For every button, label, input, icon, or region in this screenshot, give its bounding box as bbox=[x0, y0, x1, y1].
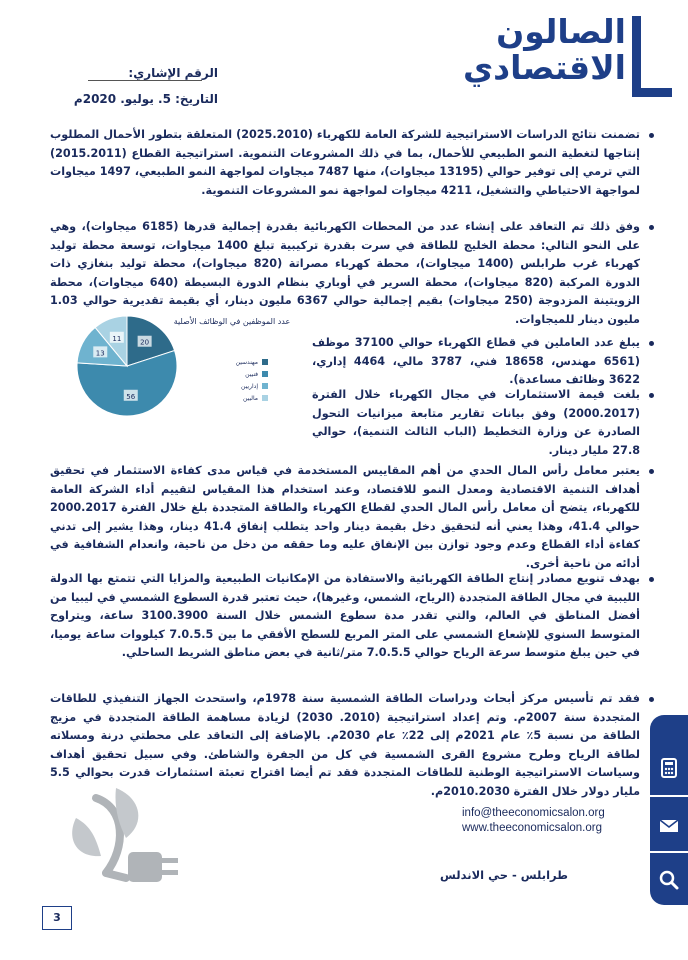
slice-data-label: 56 bbox=[126, 392, 136, 401]
reference-line bbox=[88, 80, 202, 81]
legend-swatch bbox=[262, 395, 268, 401]
email-link[interactable]: info@theeconomicsalon.org bbox=[462, 807, 605, 819]
sidebar-panel bbox=[650, 715, 688, 905]
legend-swatch bbox=[262, 371, 268, 377]
brand-logo bbox=[462, 12, 626, 87]
chart-title: عدد الموظفين في الوظائف الأصلية bbox=[173, 317, 291, 326]
mail-icon[interactable] bbox=[658, 815, 680, 837]
paragraph-1: تضمنت نتائج الدراسات الاستراتيجية للشركة العامة للكهرباء (2025.2010) المتعلقة بتطور الأحمال المطلوب إنتاجها لتغطية النمو الطبيعي للأحمال، بما في ذلك المشروعات التنموية. استراتيجية القطاع (2015.2011) التي ترمي إلى توفير حوالي (13195 ميجاوات)، منها 7487 ميجاوات لمواجهة النمو الطبيعي، 1497 ميجاوات لمواجهة الاحتياطي والتشغيل، 4211 ميجاوات لمواجهة نمو المشروعات التنموية. bbox=[50, 126, 640, 200]
legend-swatch bbox=[262, 359, 268, 365]
legend-label: إداريين bbox=[241, 383, 258, 390]
legend-label: فنيين bbox=[245, 371, 258, 378]
paragraph-7: فقد تم تأسيس مركز أبحاث ودراسات الطاقة الشمسية سنة 1978م، واستحدث الجهاز التنفيذي للطاقات المتجددة سنة 2007م. وتم إعداد استراتيجية (2010. 2030) لزيادة مساهمة الطاقة المتجددة في مزيج الطاقة من نسبة 5٪ عام 2021م إلى 22٪ عام 2030م. بالإضافة إلى التعاقد على محطتي درنة ومسلاته لطاقة الرياح وطرح مشروع القرى الشمسية في كل من الجفرة والشاطئ. وفي سبيل تحقيق أهداف وسياسات الاستراتيجية الوطنية للطاقات المتجددة فقد تم أيضا اقتراح تعبئة استثمارات قدرت بحوالي 5.5 مليار دولار خلال الفترة 2010.2030م. bbox=[50, 690, 640, 801]
plant-plug-icon bbox=[56, 778, 188, 896]
pie-chart-svg bbox=[72, 304, 292, 434]
page-number: 3 bbox=[42, 906, 72, 930]
logo-line-1: الصالون bbox=[496, 12, 626, 51]
legend-swatch bbox=[262, 383, 268, 389]
employees-pie-chart bbox=[72, 304, 292, 434]
calculator-icon[interactable] bbox=[658, 757, 680, 779]
legend-label: مهندسين bbox=[235, 359, 258, 366]
website-link[interactable]: www.theeconomicsalon.org bbox=[462, 822, 602, 834]
sidebar-divider bbox=[650, 851, 688, 853]
logo-line-2: الاقتصادي bbox=[462, 48, 626, 87]
legend-label: ماليين bbox=[242, 395, 258, 402]
date-label: التاريخ: bbox=[175, 92, 218, 106]
address: طرابلس - حي الاندلس bbox=[440, 868, 568, 882]
paragraph-3: يبلغ عدد العاملين في قطاع الكهرباء حوالي 37100 موظف (6561 مهندس، 18658 فني، 3787 مالي، 4464 إداري، 3622 وظائف مساعدة). bbox=[312, 334, 640, 390]
logo-mark bbox=[626, 12, 688, 102]
slice-data-label: 13 bbox=[95, 349, 105, 358]
reference-number bbox=[128, 66, 218, 80]
contact-info bbox=[462, 806, 605, 836]
slice-data-label: 11 bbox=[112, 334, 122, 343]
document-date bbox=[74, 92, 218, 106]
paragraph-5: يعتبر معامل رأس المال الحدي من أهم المقاييس المستخدمة في قياس مدى كفاءة الاستثمار في تحقيق أهداف التنمية الاقتصادية ومعدل النمو للاقتصاد، وعند استخدام هذا المقياس لتقييم أداء الشركة العامة للكهرباء، يتضح أن معامل رأس المال الحدي لقطاع الكهرباء والطاقة المتجددة بلغ خلال الفترة 2000.2017 حوالي 41.4، وهذا يعني أنه لتحقيق دخل بقيمة دينار واحد يتطلب إنفاق 41.4 دينار، وهذا يشير إلى تدني كفاءة أداء القطاع وعدم وجود توازن بين الإنفاق عليه وما حققه من دخل من ناحية، وانعدام الشفافية في أدائه من ناحية أخرى. bbox=[50, 462, 640, 573]
paragraph-6: بهدف تنويع مصادر إنتاج الطاقة الكهربائية والاستفادة من الإمكانيات الطبيعية والمزايا التي تتمتع بها الدولة الليبية في مجال الطاقة المتجددة (الرياح، الشمس، وغيرها)، حيث تعتبر قدرة السطوع الشمسي في ليبيا من أفضل المناطق في العالم، والتي تقدر مدة سطوع الشمس خلال السنة 3100.3900 ساعة، ويتراوح المتوسط السنوي للإشعاع الشمسي على المتر المربع للسطح الأفقي ما بين 7.0.5.5 كيلووات ساعة يوميا، في حين يبلغ متوسط سرعة الرياح حوالي 7.0.5.5 متر/ثانية في بعض مناطق الشريط الساحلي. bbox=[50, 570, 640, 663]
paragraph-2: وفق ذلك تم التعاقد على إنشاء عدد من المحطات الكهربائية بقدرة إجمالية قدرها (6185 ميجاوات)، وهي على النحو التالي: محطة الخليج للطاقة في سرت بقدرة تركيبية تبلغ 1400 ميجاوات، توسعة محطة توليد كهرباء غرب طرابلس (1400 ميجاوات)، محطة كهرباء مصراتة (820 ميجاوات)، محطة توليد بنغازي ذات الدورة المركبة (820 ميجاوات)، محطة السرير في أوباري بنظام الدورة البسيطة (640 ميجاوات)، محطة الزويتينة المزدوجة (250 ميجاوات) بقيم إجمالية حوالي 6367 مليون دينار، أي بقيمة تقديرية حوالي 1.03 مليون دينار للميجاوات. bbox=[50, 218, 640, 329]
slice-data-label: 20 bbox=[140, 338, 150, 347]
date-value: 5. يوليو. 2020م bbox=[73, 92, 171, 106]
reference-label: الرقم الإشاري: bbox=[128, 66, 218, 80]
search-icon[interactable] bbox=[658, 869, 680, 891]
paragraph-4: بلغت قيمة الاستثمارات في مجال الكهرباء خلال الفترة (2000.2017) وفق بيانات تقارير متابعة ميزانيات التحول الصادرة عن وزارة التخطيط (الباب الثالث التنمية)، حوالي 27.8 مليار دينار. bbox=[312, 386, 640, 460]
sidebar-divider bbox=[650, 795, 688, 797]
